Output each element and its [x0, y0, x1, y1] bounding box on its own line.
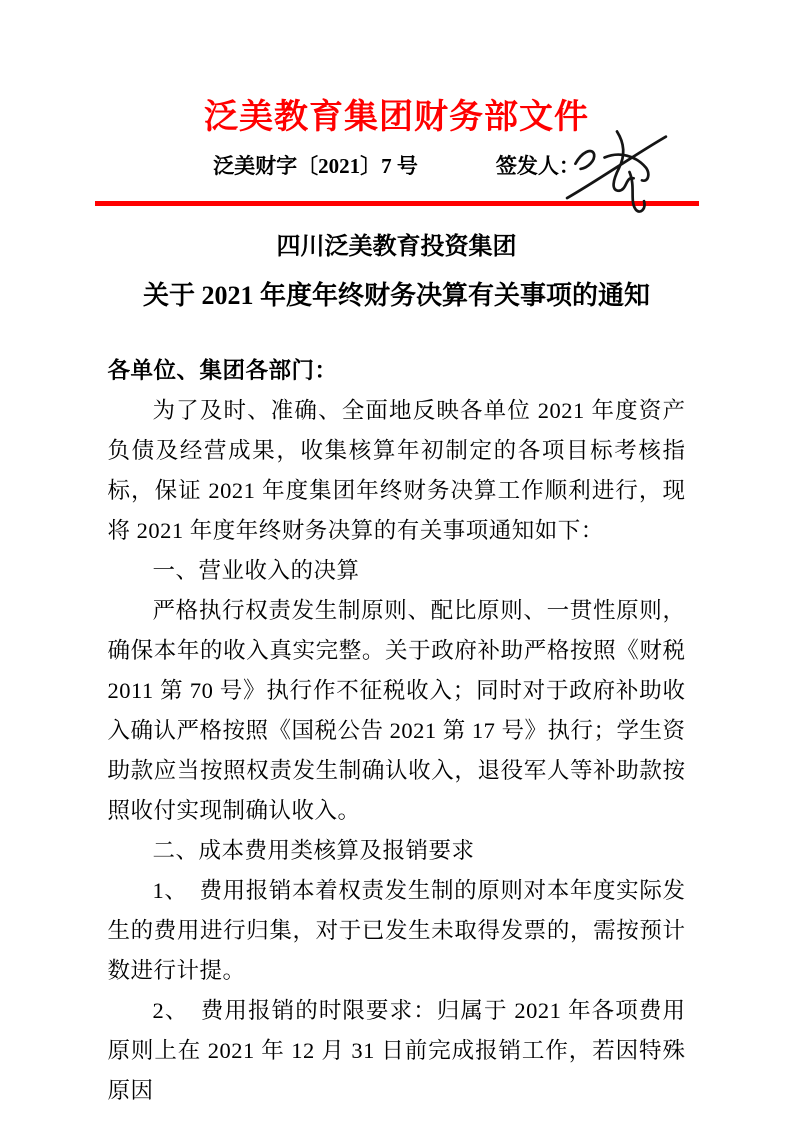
signer-label: 签发人：: [495, 154, 580, 178]
document-title: 关于 2021 年度年终财务决算有关事项的通知: [142, 281, 650, 310]
section-heading-2: 二、成本费用类核算及报销要求: [152, 838, 475, 863]
organization-name: 四川泛美教育投资集团: [276, 234, 517, 260]
document-body: [108, 351, 686, 1111]
red-divider-rule: [95, 201, 699, 206]
salutation: 各单位、集团各部门：: [107, 358, 338, 383]
paragraph-intro: 为了及时、准确、全面地反映各单位 2021 年度资产负债及经营成果，收集核算年初制定的各项目标考核指标，保证 2021 年度集团年终财务决算工作顺利进行，现将 2021 年度年终财务决算的有关事项通知如下：: [107, 398, 686, 543]
reference-row: [0, 150, 793, 182]
paragraph-revenue-rules: 严格执行权责发生制原则、配比原则、一贯性原则，确保本年的收入真实完整。关于政府补助严格按照《财税 2011 第 70 号》执行作不征税收入；同时对于政府补助收入确认严格按照《国税公告 2021 第 17 号》执行；学生资助款应当按照权责发生制确认收入，退役军人等补助款按照收付实现制确认收入。: [107, 598, 686, 823]
masthead-title: 泛美教育集团财务部文件: [204, 99, 589, 136]
reference-number: 泛美财字〔2021〕7 号: [213, 154, 418, 178]
list-item-2: 2、 费用报销的时限要求：归属于 2021 年各项费用原则上在 2021 年 12 月 31 日前完成报销工作，若因特殊原因: [107, 998, 686, 1103]
list-item-1: 1、 费用报销本着权责发生制的原则对本年度实际发生的费用进行归集，对于已发生未取得发票的，需按预计数进行计提。: [107, 878, 686, 983]
section-heading-1: 一、营业收入的决算: [152, 558, 360, 583]
